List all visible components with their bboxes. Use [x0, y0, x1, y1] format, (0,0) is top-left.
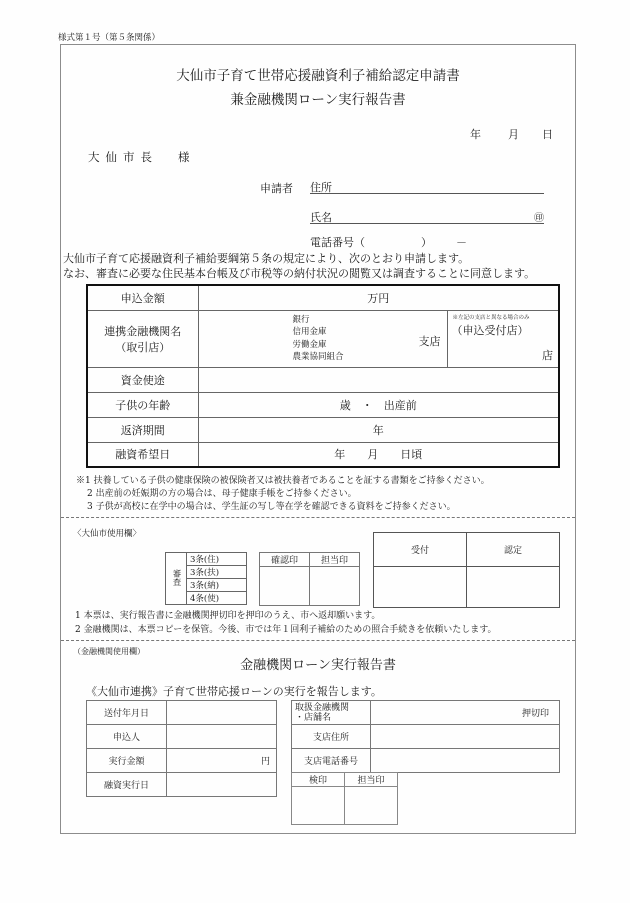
approval-box[interactable] — [467, 567, 560, 608]
date-year-field[interactable]: 年 — [470, 128, 481, 141]
executed-amount-field[interactable]: 円 — [167, 749, 277, 773]
note-3: 3 子供が高校に在学中の場合は、学生証の写し等在学を確認できる資料をご持参ください。 — [87, 502, 456, 512]
note-1: ※1 扶養している子供の健康保険の被保険者又は被扶養者であることを証する書類をご持参ください。 — [76, 476, 490, 486]
date-day-field[interactable]: 日 — [542, 128, 553, 141]
receipt-header: 受付 — [374, 533, 467, 567]
city-use-heading: 〈大仙市使用欄〉 — [73, 529, 142, 539]
branch-phone-field[interactable] — [371, 749, 560, 773]
table-row-child-age — [87, 392, 559, 417]
review-label: 審査 — [166, 553, 187, 605]
amount-unit: 万円 — [367, 291, 390, 305]
send-date-label: 送付年月日 — [87, 701, 167, 725]
staff-stamp-box[interactable] — [310, 567, 360, 606]
bank-staff-stamp-box[interactable] — [345, 787, 398, 825]
cut-line-divider — [61, 640, 575, 641]
phone-close-paren: ） — [421, 236, 432, 249]
addressee-honorific: 様 — [178, 150, 190, 164]
bank-type-option[interactable]: 銀行 — [292, 314, 310, 325]
address-field[interactable] — [310, 179, 544, 194]
accepting-branch-field[interactable] — [447, 310, 559, 367]
report-right-table — [291, 700, 560, 773]
institution-label: 取扱金融機関・店舗名 — [295, 702, 350, 723]
table-row — [292, 701, 560, 725]
review-item[interactable]: 3条(扶) — [187, 566, 247, 579]
bank-staff-stamp-header: 担当印 — [345, 773, 398, 787]
city-memo-1: 1 本票は、実行報告書に金融機関押切印を押印のうえ、市へ返却願います。 — [75, 611, 381, 621]
applicant-name-label: 申込人 — [87, 725, 167, 749]
purpose-field[interactable] — [198, 367, 559, 392]
applicant-name-field[interactable] — [167, 725, 277, 749]
name-field[interactable] — [310, 209, 544, 224]
child-age-label: 子供の年齢 — [87, 392, 198, 417]
executed-amount-label: 実行金額 — [87, 749, 167, 773]
institution-label-cell — [292, 701, 371, 725]
staff-stamp-header: 担当印 — [310, 553, 360, 567]
review-item[interactable]: 4条(使) — [187, 592, 247, 605]
repayment-field[interactable]: 年 — [198, 417, 559, 442]
bank-type-option[interactable]: 労働金庫 — [292, 339, 327, 350]
table-row-purpose — [87, 367, 559, 392]
review-item[interactable]: 3条(納) — [187, 579, 247, 592]
table-row-bank — [87, 310, 559, 367]
report-title: 金融機関ローン実行報告書 — [240, 658, 396, 673]
bank-type-list — [293, 314, 344, 364]
seal-stamp-label: 押切印 — [521, 709, 549, 719]
repayment-label: 返済期間 — [87, 417, 198, 442]
city-memo-2: 2 金融機関は、本票コピーを保管。今後、市では年１回利子補給のための照合手続きを依頼いたします。 — [75, 625, 497, 635]
cut-line-divider — [61, 517, 575, 518]
loan-date-label: 融資希望日 — [87, 442, 198, 467]
bank-label — [87, 310, 198, 367]
table-row — [87, 773, 277, 797]
table-row — [87, 749, 277, 773]
receipt-box[interactable] — [374, 567, 467, 608]
loan-execution-date-label: 融資実行日 — [87, 773, 167, 797]
branch-address-label: 支店住所 — [292, 725, 371, 749]
accepting-branch-note: ※左記の支店と異なる場合のみ — [452, 314, 530, 321]
loan-execution-date-field[interactable] — [167, 773, 277, 797]
branch-phone-label: 支店電話番号 — [292, 749, 371, 773]
report-left-table — [86, 700, 277, 797]
review-checklist — [165, 552, 247, 605]
table-row-amount — [87, 285, 559, 310]
loan-date-field[interactable]: 年 月 日頃 — [198, 442, 559, 467]
phone-field[interactable] — [310, 234, 467, 250]
bank-type-option[interactable]: 信用金庫 — [292, 327, 327, 337]
purpose-label: 資金使途 — [87, 367, 198, 392]
table-row — [292, 749, 560, 773]
amount-label: 申込金額 — [87, 285, 198, 310]
bank-type-option[interactable]: 農業協同組合 — [292, 352, 344, 362]
receipt-approval-table — [373, 532, 560, 608]
confirm-stamp-header: 確認印 — [260, 553, 310, 567]
statement-line1: 大仙市子育て応援融資利子補給要綱第５条の規定により、次のとおり申請します。 — [63, 252, 470, 265]
child-age-field[interactable]: 歳 ・ 出産前 — [198, 392, 559, 417]
review-item[interactable]: 3条(住) — [187, 553, 247, 566]
date-month-field[interactable]: 月 — [508, 128, 519, 141]
send-date-field[interactable] — [167, 701, 277, 725]
accepting-branch-label: （申込受付店） — [451, 323, 529, 337]
accepting-branch-suffix: 店 — [542, 348, 553, 362]
bank-stamp-table — [291, 772, 398, 825]
inspection-stamp-header: 検印 — [292, 773, 345, 787]
phone-label: 電話番号（ — [310, 236, 365, 249]
branch-address-field[interactable] — [371, 725, 560, 749]
name-label: 氏名 — [310, 211, 332, 224]
applicant-label: 申請者 — [260, 182, 293, 195]
form-number: 様式第１号（第５条関係） — [58, 33, 161, 43]
form-title-line2: 兼金融機関ローン実行報告書 — [230, 92, 406, 108]
bank-label-line2: （取引店） — [115, 340, 171, 354]
address-label: 住所 — [310, 181, 332, 194]
table-row-repayment — [87, 417, 559, 442]
confirm-stamp-box[interactable] — [260, 567, 310, 606]
bank-use-heading: （金融機関使用欄） — [73, 647, 145, 656]
inspection-stamp-box[interactable] — [292, 787, 345, 825]
approval-header: 認定 — [467, 533, 560, 567]
table-row — [87, 701, 277, 725]
bank-label-line1: 連携金融機関名 — [104, 324, 182, 338]
seal-icon: ㊞ — [534, 213, 544, 224]
institution-field[interactable] — [371, 701, 560, 725]
report-description: 《大仙市連携》子育て世帯応援ローンの実行を報告します。 — [86, 685, 382, 698]
note-2: 2 出産前の妊娠期の方の場合は、母子健康手帳をご持参ください。 — [87, 489, 357, 499]
statement-line2: なお、審査に必要な住民基本台帳及び市税等の納付状況の閲覧又は調査することに同意します。 — [63, 267, 536, 280]
phone-dash: － — [456, 236, 467, 249]
branch-suffix: 支店 — [418, 334, 441, 348]
application-table — [86, 284, 560, 468]
amount-field[interactable] — [198, 285, 559, 310]
form-title-line1: 大仙市子育て世帯応援融資利子補給認定申請書 — [176, 68, 460, 84]
table-row — [87, 725, 277, 749]
confirm-stamp-table — [259, 552, 360, 606]
addressee-name: 大仙市長 — [88, 150, 158, 164]
table-row-loan-date — [87, 442, 559, 467]
table-row — [292, 725, 560, 749]
bank-field[interactable] — [198, 310, 447, 367]
